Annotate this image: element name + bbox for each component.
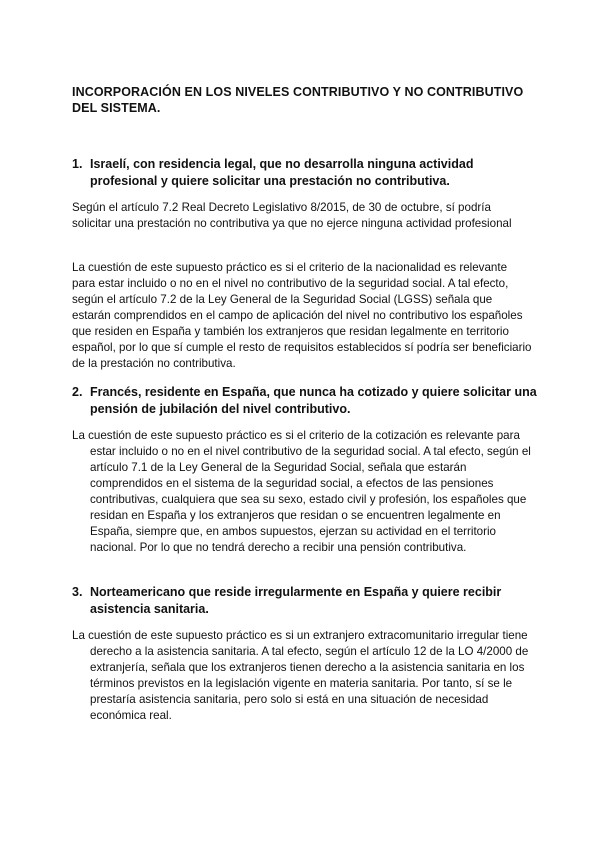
section-2-title: Francés, residente en España, que nunca ha cotizado y quiere solicitar una pensión de jubilación del nivel contributivo.: [90, 385, 537, 416]
section-2-number: 2.: [72, 385, 83, 399]
section-1-title: Israelí, con residencia legal, que no desarrolla ninguna actividad profesional y quiere solicitar una prestación no contributiva.: [90, 157, 474, 188]
section-1-paragraph-1: Según el artículo 7.2 Real Decreto Legislativo 8/2015, de 30 de octubre, sí podría solicitar una prestación no contributiva ya que no ejerce ninguna actividad profesional: [72, 201, 512, 230]
section-2-paragraph-1: La cuestión de este supuesto práctico es si el criterio de la cotización es relevante para estar incluido o no en el nivel contributivo de la seguridad social. A tal efecto, según el artículo 7.1 de la Ley General de la Seguridad Social, señala que estarán comprendidos en el sistema de la seguridad social, a efectos de las pensiones contributivas, cualquiera que sea su sexo, estado civil y profesión, los españoles que residan en España y los extranjeros que residan o se encuentren legalmente en España, siempre que, en ambos supuestos, ejerzan su actividad en el territorio nacional. Por lo que no tendrá derecho a recibir una pensión contributiva.: [72, 429, 531, 554]
section-1-number: 1.: [72, 157, 83, 171]
section-3-number: 3.: [72, 585, 83, 599]
section-1-paragraph-2: La cuestión de este supuesto práctico es si el criterio de la nacionalidad es relevante para estar incluido o no en el nivel no contributivo de la seguridad social. A tal efecto, según el artículo 7.2 de la Ley General de la Seguridad Social (LGSS) señala que estarán comprendidos en el campo de aplicación del nivel no contributivo los españoles que residen en España y también los extranjeros que residan legalmente en territorio español, por lo que sí cumple el resto de requisitos establecidos sí podría ser beneficiario de la prestación no contributiva.: [72, 261, 532, 370]
section-2-heading: [72, 384, 542, 418]
section-3-title: Norteamericano que reside irregularmente en España y quiere recibir asistencia sanitaria.: [90, 585, 502, 616]
section-3-paragraph-1: La cuestión de este supuesto práctico es si un extranjero extracomunitario irregular tiene derecho a la asistencia sanitaria. A tal efecto, según el artículo 12 de la LO 4/2000 de extranjería, señala que los extranjeros tienen derecho a la asistencia sanitaria en los términos previstos en la legislación vigente en materia sanitaria. Por tanto, sí se le prestaría asistencia sanitaria, pero solo si está en una situación de necesidad económica real.: [72, 629, 529, 722]
section-1-heading: [72, 156, 542, 190]
section-3-heading: [72, 584, 542, 618]
document-title: INCORPORACIÓN EN LOS NIVELES CONTRIBUTIVO Y NO CONTRIBUTIVO DEL SISTEMA.: [72, 85, 524, 115]
